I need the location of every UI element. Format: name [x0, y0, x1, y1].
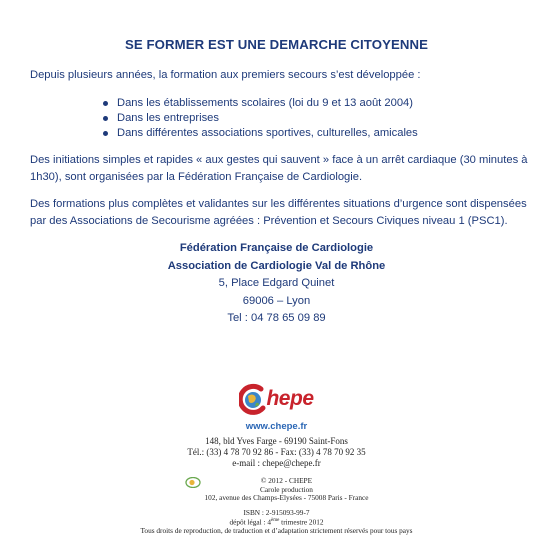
intro-paragraph: Depuis plusieurs années, la formation aux premiers secours s’est développée : — [30, 69, 421, 81]
chepe-globe-icon — [239, 383, 269, 415]
copyright-line: © 2012 - CHEPE — [260, 476, 313, 485]
production-address: 102, avenue des Champs-Elysées - 75008 Paris - France — [204, 493, 369, 502]
contact-org-federation: Fédération Française de Cardiologie — [179, 242, 374, 254]
initiations-paragraph: Des initiations simples et rapides « aux gestes qui sauvent » face à un arrêt cardiaque (30 minutes à 1h30), sont organisées par la Fédération Française de Cardiologie. — [30, 154, 528, 183]
publisher-email: e-mail : chepe@chepe.fr — [232, 458, 321, 468]
bullet-item-companies: Dans les entreprises — [101, 111, 418, 126]
contact-street: 5, Place Edgard Quinet — [218, 277, 335, 289]
publisher-address-block — [0, 436, 553, 469]
contact-block — [0, 240, 553, 328]
legal-deposit-suffix: trimestre 2012 — [279, 517, 324, 527]
rights-line: Tous droits de reproduction, de traduction et d’adaptation strictement réservés pour tous pays — [140, 525, 413, 535]
carole-production-logo-icon — [185, 477, 201, 488]
legal-block — [0, 509, 553, 536]
contact-org-association: Association de Cardiologie Val de Rhône — [167, 259, 386, 272]
legal-deposit-sup: ème — [271, 518, 280, 523]
publisher-footer — [0, 380, 553, 535]
publisher-phone-fax: Tél.: (33) 4 78 70 92 86 - Fax: (33) 4 78 70 92 35 — [187, 447, 366, 457]
chepe-logo-text: hepe — [266, 387, 314, 410]
bullet-item-associations: Dans différentes associations sportives, culturelles, amicales — [101, 126, 418, 141]
contact-phone: Tel : 04 78 65 09 89 — [227, 312, 326, 324]
chepe-logo — [239, 380, 313, 418]
contact-city: 69006 – Lyon — [242, 294, 311, 307]
isbn-line: ISBN : 2-915093-99-7 — [243, 507, 310, 517]
production-name: Carole production — [260, 484, 313, 494]
publisher-address: 148, bld Yves Farge - 69190 Saint-Fons — [205, 436, 348, 446]
page-title: SE FORMER EST UNE DEMARCHE CITOYENNE — [124, 37, 429, 52]
bullet-list — [101, 96, 418, 141]
formations-paragraph: Des formations plus complètes et validantes sur les différentes situations d’urgence sont dispensées par des Associations de Secourisme agréées : Prévention et Secours Civiques niveau 1 (PSC1). — [30, 198, 527, 227]
bullet-item-schools: Dans les établissements scolaires (loi du 9 et 13 août 2004) — [101, 96, 418, 111]
legal-deposit-prefix: dépôt légal : 4 — [229, 517, 272, 527]
website-link[interactable]: www.chepe.fr — [245, 421, 308, 432]
copyright-block — [0, 477, 553, 503]
